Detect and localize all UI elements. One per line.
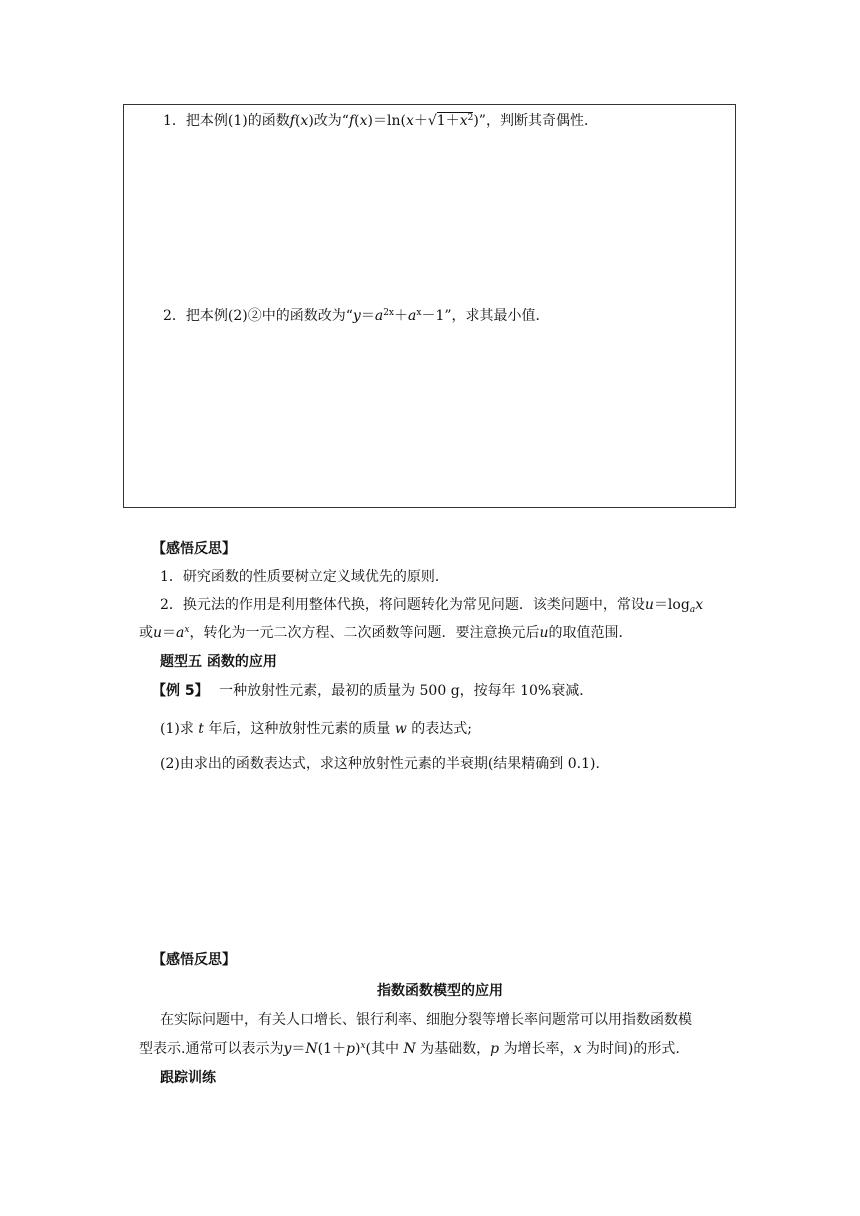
reflection-point-1: 1．研究函数的性质要树立定义域优先的原则． <box>160 569 449 585</box>
example-label: 【例 5】 <box>152 683 209 699</box>
example-question-1: (1)求 t 年后，这种放射性元素的质量 w 的表达式; <box>160 721 472 737</box>
radicand: $1+x^2$ <box>436 113 474 129</box>
model-text-line-1: 在实际问题中，有关人口增长、银行利率、细胞分裂等增长率问题常可以用指数函数模 <box>160 1012 692 1028</box>
model-text-line-2: 型表示.通常可以表示为$y=N(1+p)^x$(其中 N 为基础数，p 为增长率，x 为时间)的形式. <box>139 1041 680 1057</box>
reflection-point-2-line-1: 2．换元法的作用是利用整体代换，将问题转化为常见问题．该类问题中，常设$u=\log_ax$ <box>160 597 704 615</box>
box-question-2: 2．把本例(2)②中的函数改为“$y=a^{2x}+a^x-1$”，求其最小值． <box>163 308 550 324</box>
reflection-point-2-line-2: 或$u=a^x$，转化为一元二次方程、二次函数等问题．要注意换元后u的取值范围． <box>139 625 633 641</box>
reflection-heading-2: 【感悟反思】 <box>152 952 236 968</box>
reflection-heading-1: 【感悟反思】 <box>152 541 236 557</box>
sqrt-sign: √ <box>427 113 437 129</box>
example-question-2: (2)由求出的函数表达式，求这种放射性元素的半衰期(结果精确到 0.1). <box>160 756 600 772</box>
model-title: 指数函数模型的应用 <box>377 983 503 999</box>
box-question-1: 1．把本例(1)的函数f(x)改为“$f(x)=\ln(x+√1+x^2)$”，判断其奇偶性． <box>163 113 598 129</box>
example-5: 【例 5】 一种放射性元素，最初的质量为 500 g，按每年 10%衰减． <box>152 683 594 699</box>
section-title: 题型五 函数的应用 <box>160 654 277 670</box>
follow-up-title: 跟踪训练 <box>160 1070 216 1086</box>
